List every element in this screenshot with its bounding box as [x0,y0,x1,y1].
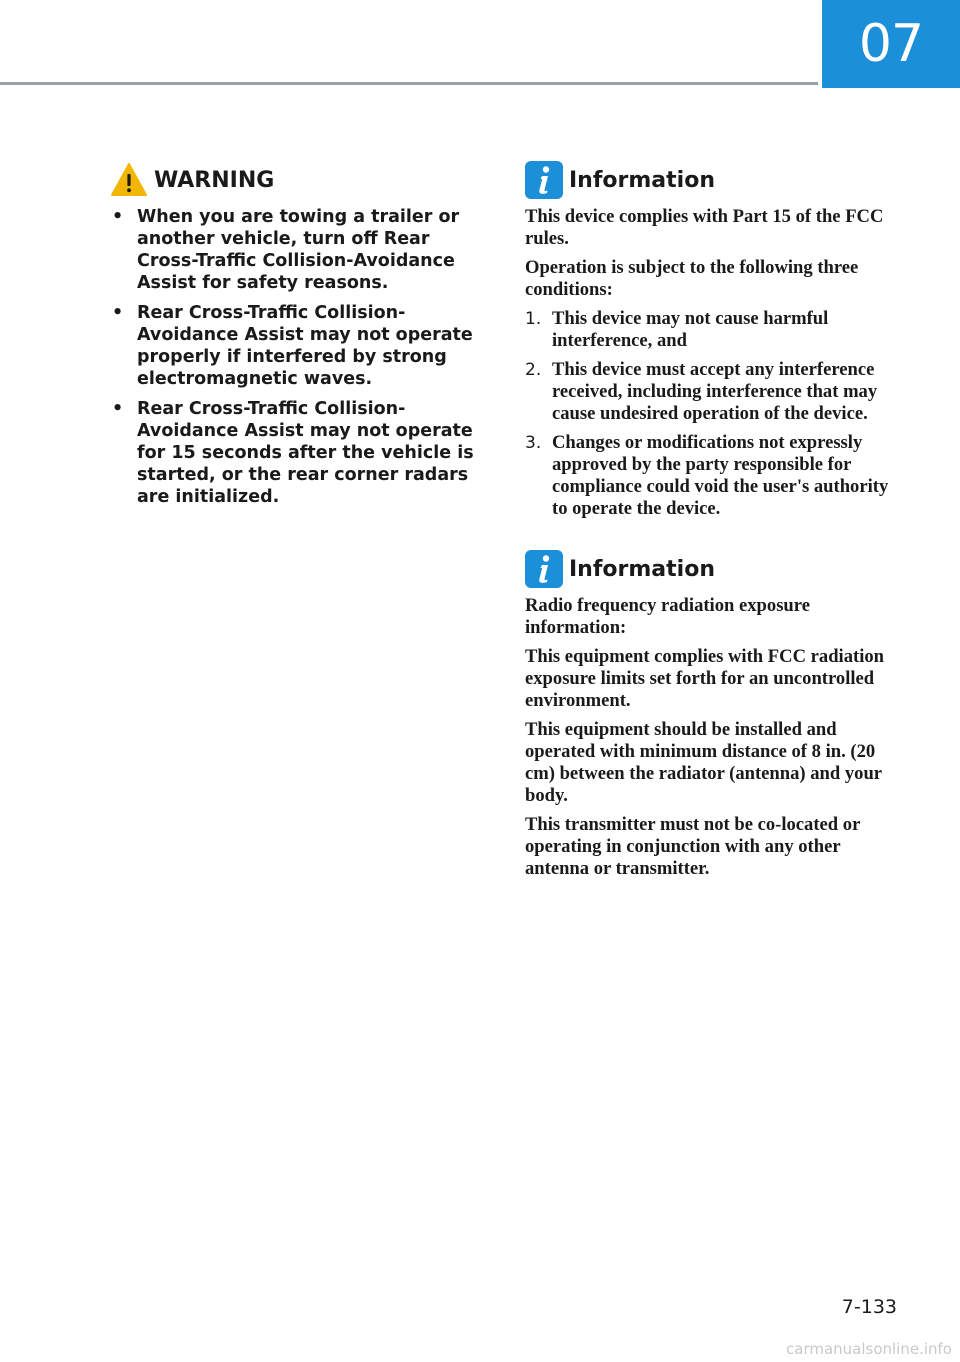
warning-triangle-icon [110,162,148,198]
condition-item: 3. Changes or modifications not expressly approved by the party responsible for compliance could void the user's authority to operate the device. [525,432,889,519]
warning-item: • Rear Cross-Traffic Collision-Avoidance Assist may not operate properly if interfered by strong electromagnetic waves. [112,303,473,389]
condition-item: 2. This device must accept any interference received, including interference that may cause undesired operation of the device. [525,359,878,424]
warning-title: WARNING [154,167,275,193]
condition-item: 1. This device may not cause harmful interference, and [525,308,829,351]
information-title: Information [569,556,715,582]
bullet-icon: • [112,399,124,419]
info-paragraph: Operation is subject to the following three conditions: [525,257,859,300]
warning-heading [110,160,482,200]
warning-item: • Rear Cross-Traffic Collision-Avoidance Assist may not operate for 15 seconds after the vehicle is started, or the rear corner radars are initialized. [112,399,474,507]
information-section-fcc [525,160,903,520]
info-paragraph: Radio frequency radiation exposure information: [525,595,810,638]
warning-item: • When you are towing a trailer or another vehicle, turn off Rear Cross-Traffic Collision-Avoidance Assist for safety reasons. [112,207,460,293]
info-paragraph: This equipment should be installed and operated with minimum distance of 8 in. (20 cm) between the radiator (antenna) and your body. [525,719,882,806]
bullet-icon: • [112,303,124,323]
information-heading [525,160,903,200]
chapter-tab [822,0,960,88]
info-paragraph: This device complies with Part 15 of the FCC rules. [525,206,884,249]
chapter-number: 07 [858,14,924,74]
info-icon [525,161,563,199]
warning-section [110,160,482,516]
info-paragraph: This equipment complies with FCC radiation exposure limits set forth for an uncontrolled environment. [525,646,884,711]
header-rule [0,82,818,85]
warning-list [110,206,482,508]
conditions-list [525,308,903,520]
page-number: 7-133 [841,1296,897,1318]
info-icon [525,550,563,588]
information-column [525,160,903,887]
information-title: Information [569,167,715,193]
info-paragraph: This transmitter must not be co-located or operating in conjunction with any other antenna or transmitter. [525,814,860,879]
information-section-rf [525,549,903,880]
information-heading [525,549,903,589]
watermark: carmanualsonline.info [786,1340,952,1358]
bullet-icon: • [112,207,124,227]
